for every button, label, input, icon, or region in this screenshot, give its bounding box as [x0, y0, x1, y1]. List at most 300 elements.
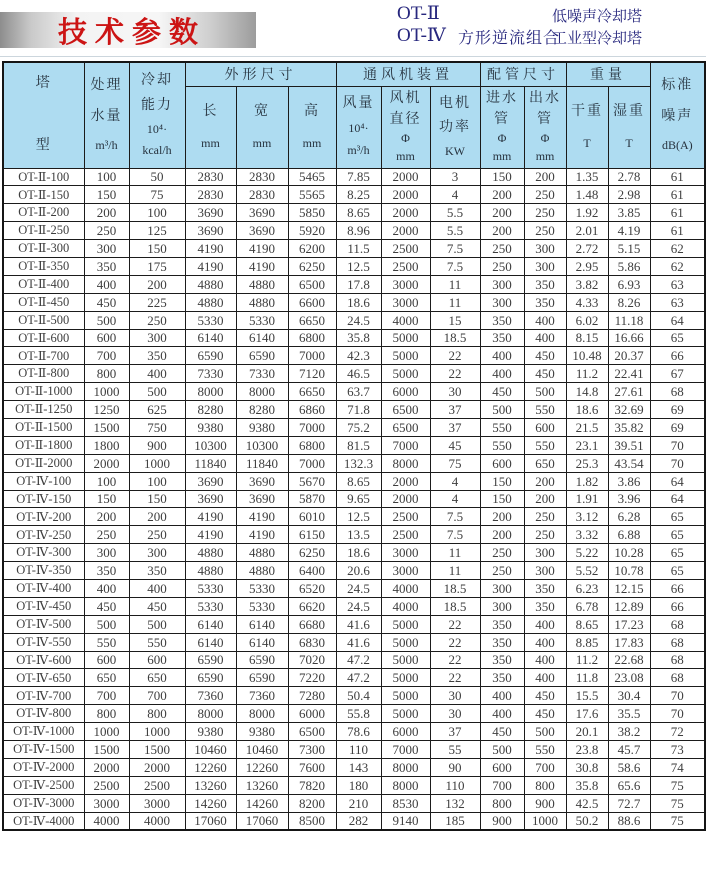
- cell-height: 5670: [288, 472, 336, 490]
- model-codes: [397, 3, 446, 47]
- cell-outlet: 700: [524, 758, 566, 776]
- cell-dry: 21.5: [566, 418, 608, 436]
- cell-dry: 25.3: [566, 454, 608, 472]
- cell-water: 1000: [84, 723, 129, 741]
- cell-water: 800: [84, 705, 129, 723]
- cell-height: 6200: [288, 240, 336, 258]
- cell-width: 8280: [236, 401, 288, 419]
- cell-motor: 3: [430, 168, 480, 186]
- cell-length: 8000: [185, 383, 236, 401]
- cell-type: OT-Ⅳ-2500: [3, 776, 84, 794]
- cell-cooling: 500: [129, 383, 185, 401]
- cell-cooling: 150: [129, 490, 185, 508]
- cell-cooling: 100: [129, 472, 185, 490]
- cell-wet: 5.86: [608, 257, 650, 275]
- cell-height: 8500: [288, 812, 336, 830]
- cell-outlet: 400: [524, 651, 566, 669]
- cell-width: 7330: [236, 365, 288, 383]
- cell-wet: 35.82: [608, 418, 650, 436]
- cell-length: 6140: [185, 633, 236, 651]
- cell-inlet: 250: [480, 240, 524, 258]
- cell-water: 250: [84, 526, 129, 544]
- cell-noise: 62: [650, 240, 705, 258]
- cell-height: 7600: [288, 758, 336, 776]
- cell-fan-dia: 5000: [381, 651, 430, 669]
- cell-dry: 8.85: [566, 633, 608, 651]
- cell-width: 3690: [236, 472, 288, 490]
- cell-outlet: 300: [524, 240, 566, 258]
- cell-motor: 22: [430, 615, 480, 633]
- cell-fan-dia: 8000: [381, 776, 430, 794]
- cell-noise: 75: [650, 776, 705, 794]
- cell-motor: 4: [430, 472, 480, 490]
- cell-wet: 12.89: [608, 597, 650, 615]
- cell-outlet: 300: [524, 544, 566, 562]
- cell-wet: 5.15: [608, 240, 650, 258]
- cell-dry: 14.8: [566, 383, 608, 401]
- cell-fan-dia: 5000: [381, 705, 430, 723]
- cell-type: OT-Ⅳ-550: [3, 633, 84, 651]
- cell-cooling: 550: [129, 633, 185, 651]
- cell-water: 600: [84, 651, 129, 669]
- cell-height: 6500: [288, 723, 336, 741]
- table-row: [3, 168, 705, 186]
- cell-fan-dia: 9140: [381, 812, 430, 830]
- cell-fan-dia: 5000: [381, 687, 430, 705]
- cell-length: 7330: [185, 365, 236, 383]
- col-header-height: 高 mm: [288, 86, 336, 168]
- cell-dry: 6.23: [566, 579, 608, 597]
- cell-cooling: 125: [129, 222, 185, 240]
- table-row: [3, 436, 705, 454]
- cell-outlet: 350: [524, 275, 566, 293]
- cell-length: 5330: [185, 311, 236, 329]
- cell-type: OT-Ⅱ-350: [3, 257, 84, 275]
- table-row: [3, 275, 705, 293]
- cell-water: 500: [84, 615, 129, 633]
- cell-cooling: 350: [129, 562, 185, 580]
- cell-inlet: 350: [480, 615, 524, 633]
- cell-dry: 11.8: [566, 669, 608, 687]
- cell-outlet: 250: [524, 222, 566, 240]
- cell-noise: 68: [650, 651, 705, 669]
- cell-type: OT-Ⅱ-150: [3, 186, 84, 204]
- cell-cooling: 150: [129, 240, 185, 258]
- cell-cooling: 75: [129, 186, 185, 204]
- cell-dry: 5.52: [566, 562, 608, 580]
- cell-outlet: 1000: [524, 812, 566, 830]
- cell-noise: 61: [650, 168, 705, 186]
- cell-outlet: 550: [524, 436, 566, 454]
- cell-wet: 58.6: [608, 758, 650, 776]
- cell-outlet: 350: [524, 597, 566, 615]
- cell-fan-dia: 2000: [381, 204, 430, 222]
- cell-noise: 70: [650, 687, 705, 705]
- cell-airflow: 11.5: [336, 240, 381, 258]
- cell-outlet: 550: [524, 401, 566, 419]
- cell-cooling: 4000: [129, 812, 185, 830]
- cell-inlet: 600: [480, 758, 524, 776]
- table-row: [3, 615, 705, 633]
- cell-motor: 11: [430, 275, 480, 293]
- cell-water: 1000: [84, 383, 129, 401]
- cell-width: 4880: [236, 544, 288, 562]
- cell-noise: 68: [650, 669, 705, 687]
- product-desc-industrial: 工业型冷却塔: [552, 31, 643, 47]
- cell-cooling: 225: [129, 293, 185, 311]
- table-row: [3, 418, 705, 436]
- cell-length: 3690: [185, 222, 236, 240]
- cell-motor: 7.5: [430, 257, 480, 275]
- cell-noise: 70: [650, 436, 705, 454]
- cell-dry: 42.5: [566, 794, 608, 812]
- cell-outlet: 250: [524, 204, 566, 222]
- cell-noise: 62: [650, 257, 705, 275]
- col-header-cooling-capacity: 冷却 能力 10⁴· kcal/h: [129, 62, 185, 168]
- cell-fan-dia: 2000: [381, 472, 430, 490]
- cell-height: 7820: [288, 776, 336, 794]
- cell-height: 7000: [288, 454, 336, 472]
- cell-dry: 1.82: [566, 472, 608, 490]
- cell-width: 17060: [236, 812, 288, 830]
- table-row: [3, 311, 705, 329]
- cell-outlet: 450: [524, 705, 566, 723]
- cell-water: 300: [84, 240, 129, 258]
- cell-height: 6800: [288, 436, 336, 454]
- cell-length: 9380: [185, 418, 236, 436]
- cell-width: 6140: [236, 633, 288, 651]
- cell-cooling: 300: [129, 329, 185, 347]
- cell-outlet: 200: [524, 168, 566, 186]
- cell-noise: 70: [650, 454, 705, 472]
- cell-water: 150: [84, 186, 129, 204]
- cell-water: 350: [84, 257, 129, 275]
- cell-type: OT-Ⅳ-600: [3, 651, 84, 669]
- cell-fan-dia: 2500: [381, 257, 430, 275]
- cell-inlet: 250: [480, 257, 524, 275]
- cell-length: 2830: [185, 168, 236, 186]
- cell-height: 6860: [288, 401, 336, 419]
- cell-noise: 72: [650, 723, 705, 741]
- cell-type: OT-Ⅳ-200: [3, 508, 84, 526]
- cell-noise: 68: [650, 383, 705, 401]
- table-row: [3, 454, 705, 472]
- cell-type: OT-Ⅳ-450: [3, 597, 84, 615]
- cell-motor: 30: [430, 383, 480, 401]
- cell-height: 6500: [288, 275, 336, 293]
- cell-inlet: 450: [480, 383, 524, 401]
- cell-fan-dia: 3000: [381, 293, 430, 311]
- cell-motor: 15: [430, 311, 480, 329]
- cell-motor: 11: [430, 544, 480, 562]
- cell-length: 7360: [185, 687, 236, 705]
- cell-inlet: 150: [480, 472, 524, 490]
- cell-outlet: 400: [524, 329, 566, 347]
- cell-wet: 12.15: [608, 579, 650, 597]
- cell-length: 8000: [185, 705, 236, 723]
- cell-motor: 22: [430, 633, 480, 651]
- cell-inlet: 500: [480, 741, 524, 759]
- cell-inlet: 550: [480, 418, 524, 436]
- cell-cooling: 2500: [129, 776, 185, 794]
- cell-width: 2830: [236, 168, 288, 186]
- group-header-fan-unit: 通风机装置: [336, 62, 480, 86]
- cell-inlet: 900: [480, 812, 524, 830]
- cell-inlet: 550: [480, 436, 524, 454]
- cell-inlet: 350: [480, 669, 524, 687]
- cell-water: 4000: [84, 812, 129, 830]
- cell-width: 8000: [236, 705, 288, 723]
- cell-height: 8200: [288, 794, 336, 812]
- cell-motor: 110: [430, 776, 480, 794]
- cell-type: OT-Ⅱ-1500: [3, 418, 84, 436]
- cell-fan-dia: 4000: [381, 597, 430, 615]
- cell-height: 6830: [288, 633, 336, 651]
- cell-water: 600: [84, 329, 129, 347]
- page-title: 技术参数: [57, 16, 206, 49]
- cell-fan-dia: 4000: [381, 579, 430, 597]
- cell-water: 3000: [84, 794, 129, 812]
- cell-dry: 20.1: [566, 723, 608, 741]
- cell-width: 10300: [236, 436, 288, 454]
- cell-height: 7300: [288, 741, 336, 759]
- table-row: [3, 687, 705, 705]
- cell-inlet: 200: [480, 526, 524, 544]
- cell-width: 4880: [236, 293, 288, 311]
- cell-water: 1250: [84, 401, 129, 419]
- cell-inlet: 200: [480, 204, 524, 222]
- cell-noise: 67: [650, 365, 705, 383]
- table-row: [3, 257, 705, 275]
- cell-fan-dia: 6000: [381, 383, 430, 401]
- cell-fan-dia: 5000: [381, 633, 430, 651]
- cell-wet: 72.7: [608, 794, 650, 812]
- cell-fan-dia: 6000: [381, 723, 430, 741]
- col-header-noise: 标准 噪声 dB(A): [650, 62, 705, 168]
- cell-type: OT-Ⅳ-400: [3, 579, 84, 597]
- table-row: [3, 651, 705, 669]
- cell-type: OT-Ⅳ-4000: [3, 812, 84, 830]
- table-row: [3, 204, 705, 222]
- cell-inlet: 350: [480, 651, 524, 669]
- cell-length: 12260: [185, 758, 236, 776]
- cell-fan-dia: 2500: [381, 508, 430, 526]
- header-group-row: [3, 62, 705, 86]
- cell-width: 6590: [236, 651, 288, 669]
- cell-dry: 30.8: [566, 758, 608, 776]
- table-row: [3, 401, 705, 419]
- cell-airflow: 132.3: [336, 454, 381, 472]
- cell-wet: 23.08: [608, 669, 650, 687]
- cell-water: 650: [84, 669, 129, 687]
- cell-inlet: 350: [480, 329, 524, 347]
- cell-type: OT-Ⅳ-650: [3, 669, 84, 687]
- cell-height: 7020: [288, 651, 336, 669]
- cell-width: 10460: [236, 741, 288, 759]
- cell-inlet: 300: [480, 293, 524, 311]
- cell-noise: 61: [650, 204, 705, 222]
- table-row: [3, 490, 705, 508]
- cell-fan-dia: 4000: [381, 311, 430, 329]
- cell-type: OT-Ⅱ-1250: [3, 401, 84, 419]
- cell-width: 4880: [236, 275, 288, 293]
- cell-wet: 3.86: [608, 472, 650, 490]
- cell-water: 1500: [84, 418, 129, 436]
- cell-motor: 132: [430, 794, 480, 812]
- cell-dry: 6.02: [566, 311, 608, 329]
- cell-width: 6590: [236, 669, 288, 687]
- cell-cooling: 200: [129, 508, 185, 526]
- cell-airflow: 24.5: [336, 311, 381, 329]
- cell-width: 4190: [236, 508, 288, 526]
- cell-airflow: 75.2: [336, 418, 381, 436]
- cell-cooling: 400: [129, 365, 185, 383]
- cell-length: 6590: [185, 347, 236, 365]
- cell-type: OT-Ⅳ-1500: [3, 741, 84, 759]
- cell-length: 4190: [185, 508, 236, 526]
- cell-length: 3690: [185, 472, 236, 490]
- cell-wet: 6.93: [608, 275, 650, 293]
- cell-airflow: 24.5: [336, 579, 381, 597]
- cell-fan-dia: 8530: [381, 794, 430, 812]
- cell-airflow: 55.8: [336, 705, 381, 723]
- cell-water: 400: [84, 579, 129, 597]
- cell-cooling: 600: [129, 651, 185, 669]
- cell-inlet: 150: [480, 490, 524, 508]
- cell-dry: 3.12: [566, 508, 608, 526]
- cell-height: 7000: [288, 418, 336, 436]
- cell-length: 13260: [185, 776, 236, 794]
- cell-motor: 30: [430, 687, 480, 705]
- cell-fan-dia: 6500: [381, 401, 430, 419]
- group-header-pipe-size: 配管尺寸: [480, 62, 566, 86]
- cell-width: 3690: [236, 222, 288, 240]
- cell-cooling: 500: [129, 615, 185, 633]
- cell-motor: 22: [430, 669, 480, 687]
- cell-height: 5870: [288, 490, 336, 508]
- cell-outlet: 400: [524, 633, 566, 651]
- cell-airflow: 41.6: [336, 615, 381, 633]
- cell-width: 6590: [236, 347, 288, 365]
- cell-width: 3690: [236, 204, 288, 222]
- cell-dry: 8.65: [566, 615, 608, 633]
- cell-type: OT-Ⅳ-300: [3, 544, 84, 562]
- cell-airflow: 78.6: [336, 723, 381, 741]
- table-row: [3, 669, 705, 687]
- cell-length: 4190: [185, 240, 236, 258]
- table-row: [3, 293, 705, 311]
- cell-fan-dia: 5000: [381, 329, 430, 347]
- table-row: [3, 186, 705, 204]
- cell-height: 6400: [288, 562, 336, 580]
- cell-height: 6650: [288, 383, 336, 401]
- cell-dry: 18.6: [566, 401, 608, 419]
- table-row: [3, 562, 705, 580]
- cell-width: 8000: [236, 383, 288, 401]
- cell-noise: 63: [650, 293, 705, 311]
- cell-motor: 75: [430, 454, 480, 472]
- cell-fan-dia: 2500: [381, 240, 430, 258]
- cell-wet: 11.18: [608, 311, 650, 329]
- cell-outlet: 300: [524, 257, 566, 275]
- cell-cooling: 250: [129, 311, 185, 329]
- cell-type: OT-Ⅱ-250: [3, 222, 84, 240]
- cell-length: 4190: [185, 526, 236, 544]
- cell-height: 6150: [288, 526, 336, 544]
- cell-width: 5330: [236, 597, 288, 615]
- cell-wet: 10.78: [608, 562, 650, 580]
- cell-airflow: 110: [336, 741, 381, 759]
- cell-fan-dia: 7000: [381, 436, 430, 454]
- cell-type: OT-Ⅱ-500: [3, 311, 84, 329]
- cell-dry: 3.32: [566, 526, 608, 544]
- cell-airflow: 35.8: [336, 329, 381, 347]
- cell-type: OT-Ⅳ-500: [3, 615, 84, 633]
- cell-motor: 7.5: [430, 508, 480, 526]
- cell-inlet: 200: [480, 222, 524, 240]
- col-header-fan-diameter: 风机 直径 Φ mm: [381, 86, 430, 168]
- table-row: [3, 365, 705, 383]
- cell-cooling: 450: [129, 597, 185, 615]
- cell-type: OT-Ⅳ-800: [3, 705, 84, 723]
- product-desc-low-noise: 低噪声冷却塔: [552, 9, 643, 25]
- cell-height: 6010: [288, 508, 336, 526]
- cell-water: 100: [84, 168, 129, 186]
- cell-height: 6000: [288, 705, 336, 723]
- cell-airflow: 24.5: [336, 597, 381, 615]
- table-row: [3, 758, 705, 776]
- cell-fan-dia: 2000: [381, 490, 430, 508]
- cell-width: 7360: [236, 687, 288, 705]
- col-header-width: 宽 mm: [236, 86, 288, 168]
- cell-noise: 66: [650, 579, 705, 597]
- cell-water: 700: [84, 687, 129, 705]
- cell-motor: 7.5: [430, 240, 480, 258]
- title-banner: [0, 12, 256, 48]
- cell-wet: 65.6: [608, 776, 650, 794]
- cell-outlet: 200: [524, 472, 566, 490]
- cell-dry: 17.6: [566, 705, 608, 723]
- cell-wet: 88.6: [608, 812, 650, 830]
- cell-dry: 8.15: [566, 329, 608, 347]
- cell-length: 2830: [185, 186, 236, 204]
- cell-type: OT-Ⅱ-400: [3, 275, 84, 293]
- cell-airflow: 20.6: [336, 562, 381, 580]
- cell-motor: 22: [430, 347, 480, 365]
- cell-airflow: 50.4: [336, 687, 381, 705]
- table-row: [3, 347, 705, 365]
- cell-length: 3690: [185, 490, 236, 508]
- cell-length: 8280: [185, 401, 236, 419]
- cell-airflow: 12.5: [336, 257, 381, 275]
- cell-wet: 4.19: [608, 222, 650, 240]
- cell-dry: 5.22: [566, 544, 608, 562]
- cell-inlet: 200: [480, 508, 524, 526]
- cell-inlet: 300: [480, 597, 524, 615]
- cell-dry: 2.72: [566, 240, 608, 258]
- cell-type: OT-Ⅱ-1800: [3, 436, 84, 454]
- cell-airflow: 81.5: [336, 436, 381, 454]
- cell-motor: 185: [430, 812, 480, 830]
- col-header-tower-type: 塔 型: [3, 62, 84, 168]
- cell-wet: 30.4: [608, 687, 650, 705]
- cell-length: 5330: [185, 597, 236, 615]
- cell-noise: 75: [650, 794, 705, 812]
- cell-noise: 75: [650, 812, 705, 830]
- cell-type: OT-Ⅱ-450: [3, 293, 84, 311]
- cell-type: OT-Ⅱ-2000: [3, 454, 84, 472]
- cell-width: 4190: [236, 240, 288, 258]
